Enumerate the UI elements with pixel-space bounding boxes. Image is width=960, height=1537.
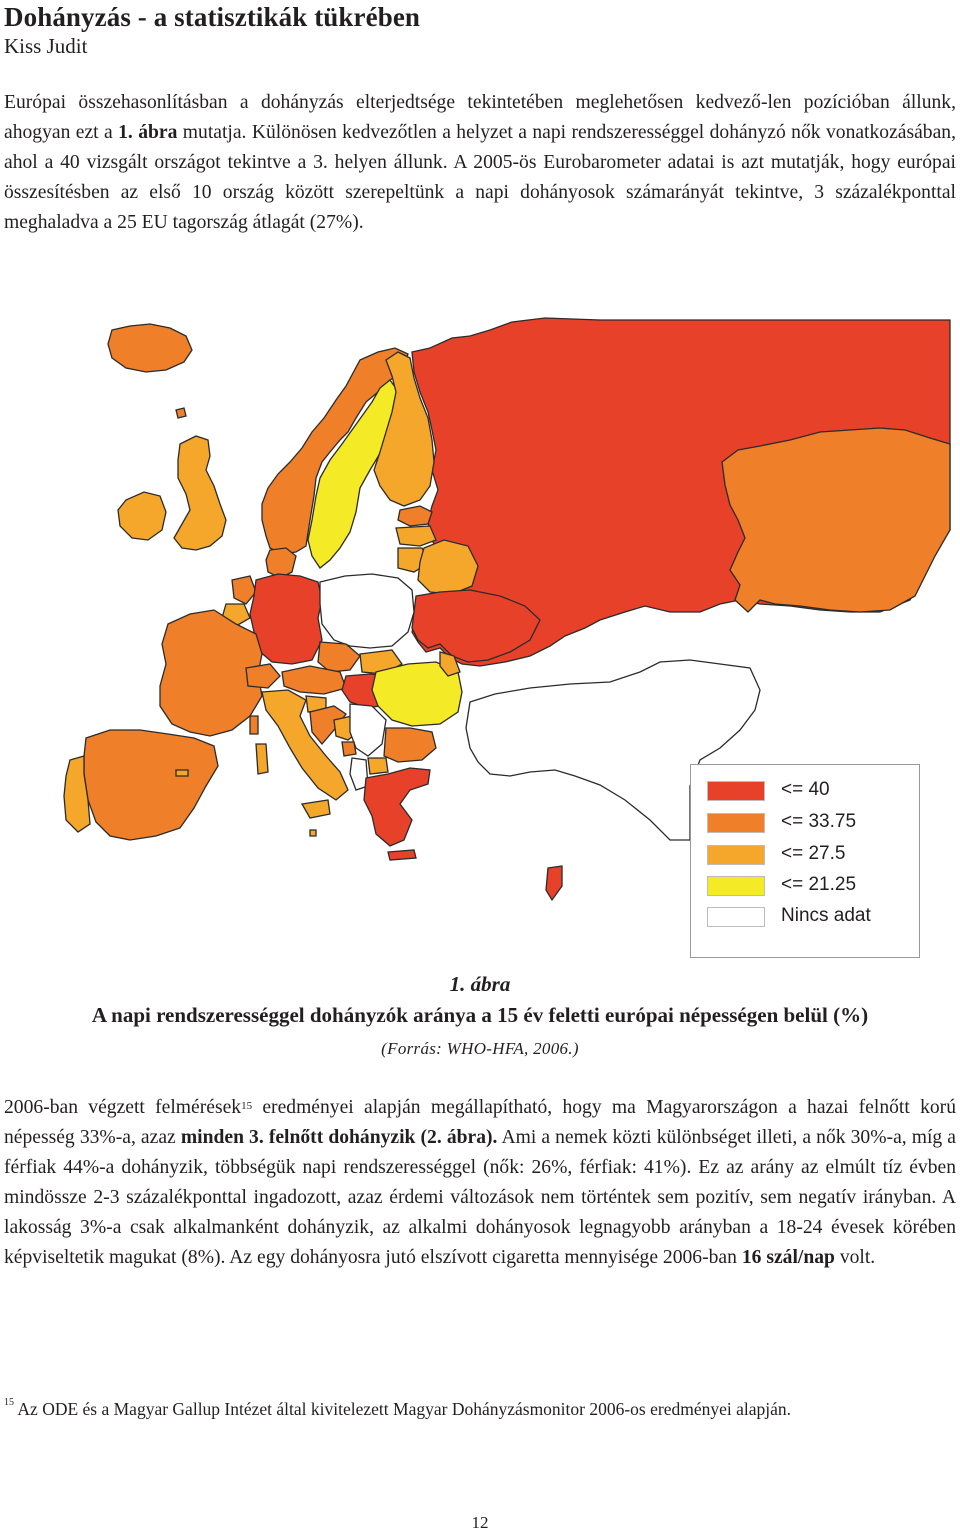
legend-swatch — [707, 876, 765, 896]
page-number: 12 — [471, 1513, 489, 1532]
region-iceland — [108, 324, 192, 372]
region-bulgaria — [384, 728, 436, 762]
region-uk — [174, 436, 226, 550]
region-cyprus — [546, 866, 562, 900]
region-kazakhstan — [722, 428, 950, 612]
body-text-3: Ami a nemek közti különbséget illeti, a nők 30%-a, míg a férfiak 44%-a dohányzik, többségük napi rendszerességgel (nők: 26%, férfiak: 41%). Ez az arány az elmúlt tíz évben mindössze 2-3 százalékponttal ingadozott, azaz érdemi változások nem történtek sem pozitív, sem negatív irányban. A lakosság 3%-a csak alkalmanként dohányzik, az alkalmi dohányosok legnagyobb arányban a 18-24 évesek körében képviseltetik magukat (8%). Az egy dohányosra jutó elszívott cigaretta mennyisége 2006-ban — [4, 1127, 957, 1268]
region-malta — [310, 830, 316, 836]
footnote-number: 15 — [4, 1397, 14, 1408]
map-legend — [690, 764, 920, 958]
legend-swatch — [707, 907, 765, 927]
footnote-ref: 15 — [241, 1100, 253, 1112]
figure-number: 1. ábra — [449, 972, 511, 996]
region-greece — [364, 768, 430, 846]
body-text-2: eredményei alapján megállapítható, hogy ma Magyarországon a hazai felnőtt korú népesség 33%-a, azaz — [4, 1097, 956, 1148]
legend-swatch — [707, 845, 765, 865]
region-ireland — [118, 492, 166, 540]
region-montenegro — [342, 742, 356, 756]
footnote-text: Az ODE és a Magyar Gallup Intézet által kivitelezett Magyar Dohányzásmonitor 2006-os eredményei alapján. — [14, 1399, 792, 1419]
footnote — [4, 1399, 956, 1420]
body-text-4: volt. — [834, 1247, 876, 1268]
body-bold-1: minden 3. felnőtt dohányzik (2. ábra). — [180, 1127, 498, 1148]
body-paragraph — [4, 1093, 956, 1273]
region-sardinia — [256, 744, 268, 774]
legend-swatch — [707, 781, 765, 801]
region-faroe — [176, 408, 186, 418]
legend-label: <= 33.75 — [781, 811, 857, 832]
legend-label: <= 21.25 — [781, 874, 857, 895]
region-latvia — [396, 526, 436, 546]
region-poland — [320, 574, 414, 648]
author-name: Kiss Judit — [4, 34, 88, 58]
region-estonia — [398, 506, 432, 526]
intro-text-2: mutatja. Különösen kedvezőtlen a helyzet a napi rendszerességgel dohányzó nők vonatkozásában, ahol a 40 vizsgált országot tekintve a 3. helyen állunk. A 2005-ös Eurobarometer adatai is azt mutatják, hogy európai összesítésben az első 10 ország között szerepeltünk a napi dohányosok számarányát tekintve, 3 százalékponttal meghaladva a 25 EU tagország átlagát (27%). — [4, 122, 956, 233]
body-bold-2: 16 szál/nap — [741, 1247, 835, 1268]
figure-source: (Forrás: WHO-HFA, 2006.) — [381, 1039, 579, 1058]
europe-map — [0, 300, 960, 970]
body-text-1: 2006-ban végzett felmérések — [4, 1097, 242, 1118]
region-corsica — [250, 716, 258, 734]
region-netherlands — [232, 576, 256, 604]
legend-label: <= 40 — [781, 779, 830, 800]
intro-figure-ref: 1. ábra — [118, 122, 178, 143]
region-crete — [388, 850, 416, 860]
region-belarus — [418, 540, 478, 594]
legend-label: <= 27.5 — [781, 843, 846, 864]
region-sicily — [302, 800, 330, 818]
region-macedonia — [368, 758, 388, 774]
region-denmark — [266, 548, 296, 578]
region-azores — [176, 770, 188, 776]
page-title: Dohányzás - a statisztikák tükrében — [4, 2, 421, 32]
region-switzerland — [246, 664, 280, 688]
intro-text-1: Európai összehasonlításban a dohányzás elterjedtsége tekintetében meglehetősen kedvező-len pozícióban állunk, ahogyan ezt a — [4, 92, 956, 143]
intro-paragraph — [4, 88, 956, 238]
figure-caption: A napi rendszerességgel dohányzók aránya a 15 év feletti európai népességen belül (%) — [91, 1003, 869, 1027]
legend-label: Nincs adat — [781, 905, 871, 926]
region-spain — [84, 730, 218, 840]
legend-swatch — [707, 813, 765, 833]
